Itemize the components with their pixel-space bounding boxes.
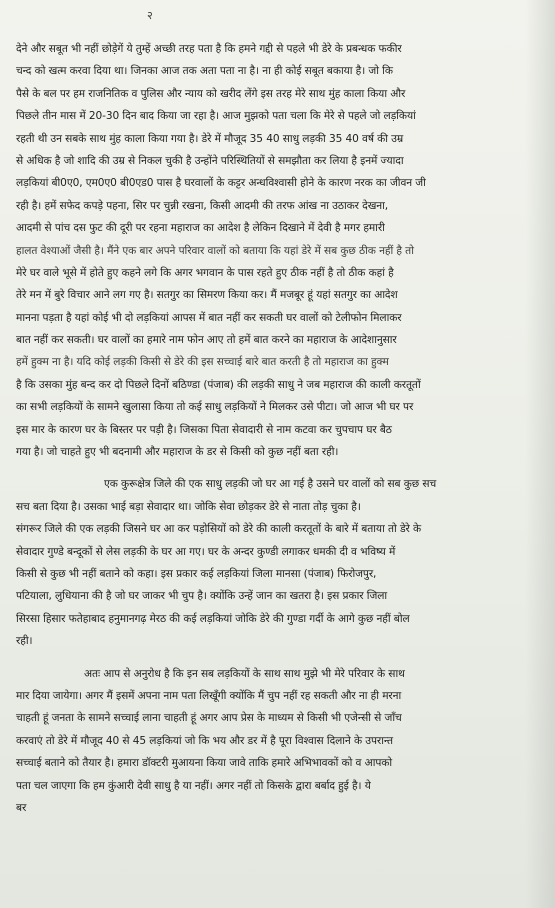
text-line: बात नहीं कर सकती। घर वालों का हमारे नाम फोन आए तो हमें बात करने का महाराज के आदेशानुसार <box>16 334 397 347</box>
text-line: गया है। जो चाहते हुए भी बदनामी और महाराज के डर से किसी को कुछ नहीं बता रही। <box>16 446 339 459</box>
text-line: मेरे घर वाले भूसे में होते हुए कहने लगे कि अगर भगवान के पास रहते हुए ठीक नहीं है तो ठीक कहां है <box>16 266 394 279</box>
text-line: अतः आप से अनुरोध है कि इन सब लड़कियों के साथ साथ मुझे भी मेरे परिवार के साथ <box>84 667 405 680</box>
text-line: इस मार के कारण घर के बिस्तर पर पड़ी है। जिसका पिता सेवादारी से नाम कटवा कर चुपचाप घर बैठ <box>16 423 392 436</box>
text-line: रहती थी उन सबके साथ मुंह काला किया गया है। डेरे में मौजूद 35 40 साधु लड़की 35 40 वर्ष की उम्र <box>16 132 404 145</box>
text-line: हालत वेश्याओं जैसी है। मैंने एक बार अपने परिवार वालों को बताया कि यहां डेरे में सब कुछ ठीक नहीं है तो <box>16 244 414 257</box>
text-line: एक कुरूक्षेत्र जिले की एक साधु लड़की जो घर आ गई है उसने घर वालों को सब कुछ सच <box>104 478 437 491</box>
text-line: पटियाला, लुधियाना की है जो घर जाकर भी चुप है। क्योंकि उन्हें जान का खतरा है। इस प्रकार जिला <box>16 590 388 603</box>
text-line: पैसे के बल पर हम राजनितिक व पुलिस और न्याय को खरीद लेंगे इस तरह मेरे साथ मुंह काला किया और <box>16 87 406 100</box>
text-line: बर <box>16 801 27 814</box>
text-line: पिछले तीन मास में 20-30 दिन बाद किया जा रहा है। आज मुझको पता चला कि मेरे से पहले जो लड़कियां <box>16 110 416 123</box>
text-line: सेवादार गुण्डे बन्दूकों से लेस लड़की के घर आ गए। घर के अन्दर कुण्डी लगाकर धमकी दी व भविष्य में <box>16 545 396 558</box>
text-line: है कि उसका मुंह बन्द कर दो पिछले दिनों बठिण्डा (पंजाब) की लड़की साधु ने जब महाराज की काली करतूतों <box>16 378 421 391</box>
text-line: का सभी लड़कियों के सामने खुलासा किया तो कई साधु लड़कियों ने मिलकर उसे पीटा। जो आज भी घर पर <box>16 401 414 414</box>
text-line: किसी से कुछ भी नहीं बताने को कहा। इस प्रकार कई लड़कियां जिला मानसा (पंजाब) फिरोजपुर, <box>16 567 377 580</box>
text-line: सच बता दिया है। उसका भाई बड़ा सेवादार था। जोकि सेवा छोड़कर डेरे से नाता तोड़ चुका है। <box>16 500 361 513</box>
page-mark: २ <box>147 9 153 22</box>
text-line: देने और सबूत भी नहीं छोड़ेगें ये तुम्हें अच्छी तरह पता है कि हमने गद्दी से पहले भी डेरे के प्रबन्धक फकीर <box>16 43 402 55</box>
text-line: हमें हुक्म ना है। यदि कोई लड़की किसी से डेरे की इस सच्चाई बारे बात करती है तो महाराज का हुक्म <box>16 356 389 369</box>
text-line: सच्चाई बताने को तैयार है। हमारा डॉक्टरी मुआयना किया जावे ताकि हमारे अभिभावकों को व आपको <box>16 757 393 770</box>
text-line: चन्द को खत्म करवा दिया था। जिनका आज तक अता पता ना है। ना ही कोई सबूत बकाया है। जो कि <box>16 65 393 78</box>
text-line: चाहती हूं जनता के सामने सच्चाई लाना चाहती हूं अगर आप प्रेस के माध्यम से किसी भी एजेन्सी से जाँच <box>16 712 402 725</box>
text-line: करवाएं तो डेरे में मौजूद 40 से 45 लड़कियां जो कि भय और डर में है पूरा विश्वास दिलाने के उपरान्त <box>16 734 393 747</box>
text-line: पता चल जाएगा कि हम कुंआरी देवी साधु है या नहीं। अगर नहीं तो किसके द्वारा बर्बाद हुई है। ये <box>16 779 371 792</box>
text-line: से अधिक है जो शादि की उम्र से निकल चुकी है उन्होंने परिस्थितियों से समझौता कर लिया है इनमें ज्यादा <box>16 154 404 167</box>
text-line: मार दिया जायेगा। अगर मैं इसमें अपना नाम पता लिखूँगी क्योंकि मैं चुप नहीं रह सकती और ना ही मरना <box>16 689 402 702</box>
letter-body <box>16 38 540 819</box>
text-line: तेरे मन में बुरे विचार आने लग गए है। सतगुर का सिमरण किया कर। मैं मजबूर हूं यहां सतगुर का आदेश <box>16 289 398 302</box>
text-line: रही। <box>16 635 33 648</box>
text-line: संगरूर जिले की एक लड़की जिसने घर आ कर पड़ोसियों को डेरे की काली करतूतों के बारे में बताया तो डेरे के <box>16 523 422 536</box>
text-line: मानना पड़ता है यहां कोई भी दो लड़कियां आपस में बात नहीं कर सकती घर वालों को टेलीफोन मिलाकर <box>16 311 402 324</box>
text-line: रही है। हमें सफेद कपड़े पहना, सिर पर चुन्नी रखना, किसी आदमी की तरफ आंख ना उठाकर देखना, <box>16 199 389 212</box>
text-line: लड़कियां बी0ए0, एम0ए0 बी0एड0 पास है घरवालों के कट्टर अन्धविश्वासी होने के कारण नरक का जीवन जी <box>16 177 426 190</box>
paragraph-gap <box>16 463 540 473</box>
text-line: सिरसा हिसार फतेहाबाद हनुमानगढ़ मेरठ की कई लड़कियां जोकि डेरे की गुण्डा गर्दी के आगे कुछ नहीं बोल <box>16 612 410 625</box>
paragraph-gap <box>16 653 540 663</box>
text-line: आदमी से पांच दस फुट की दूरी पर रहना महाराज का आदेश है लेकिन दिखाने में देवी है मगर हमारी <box>16 222 385 235</box>
